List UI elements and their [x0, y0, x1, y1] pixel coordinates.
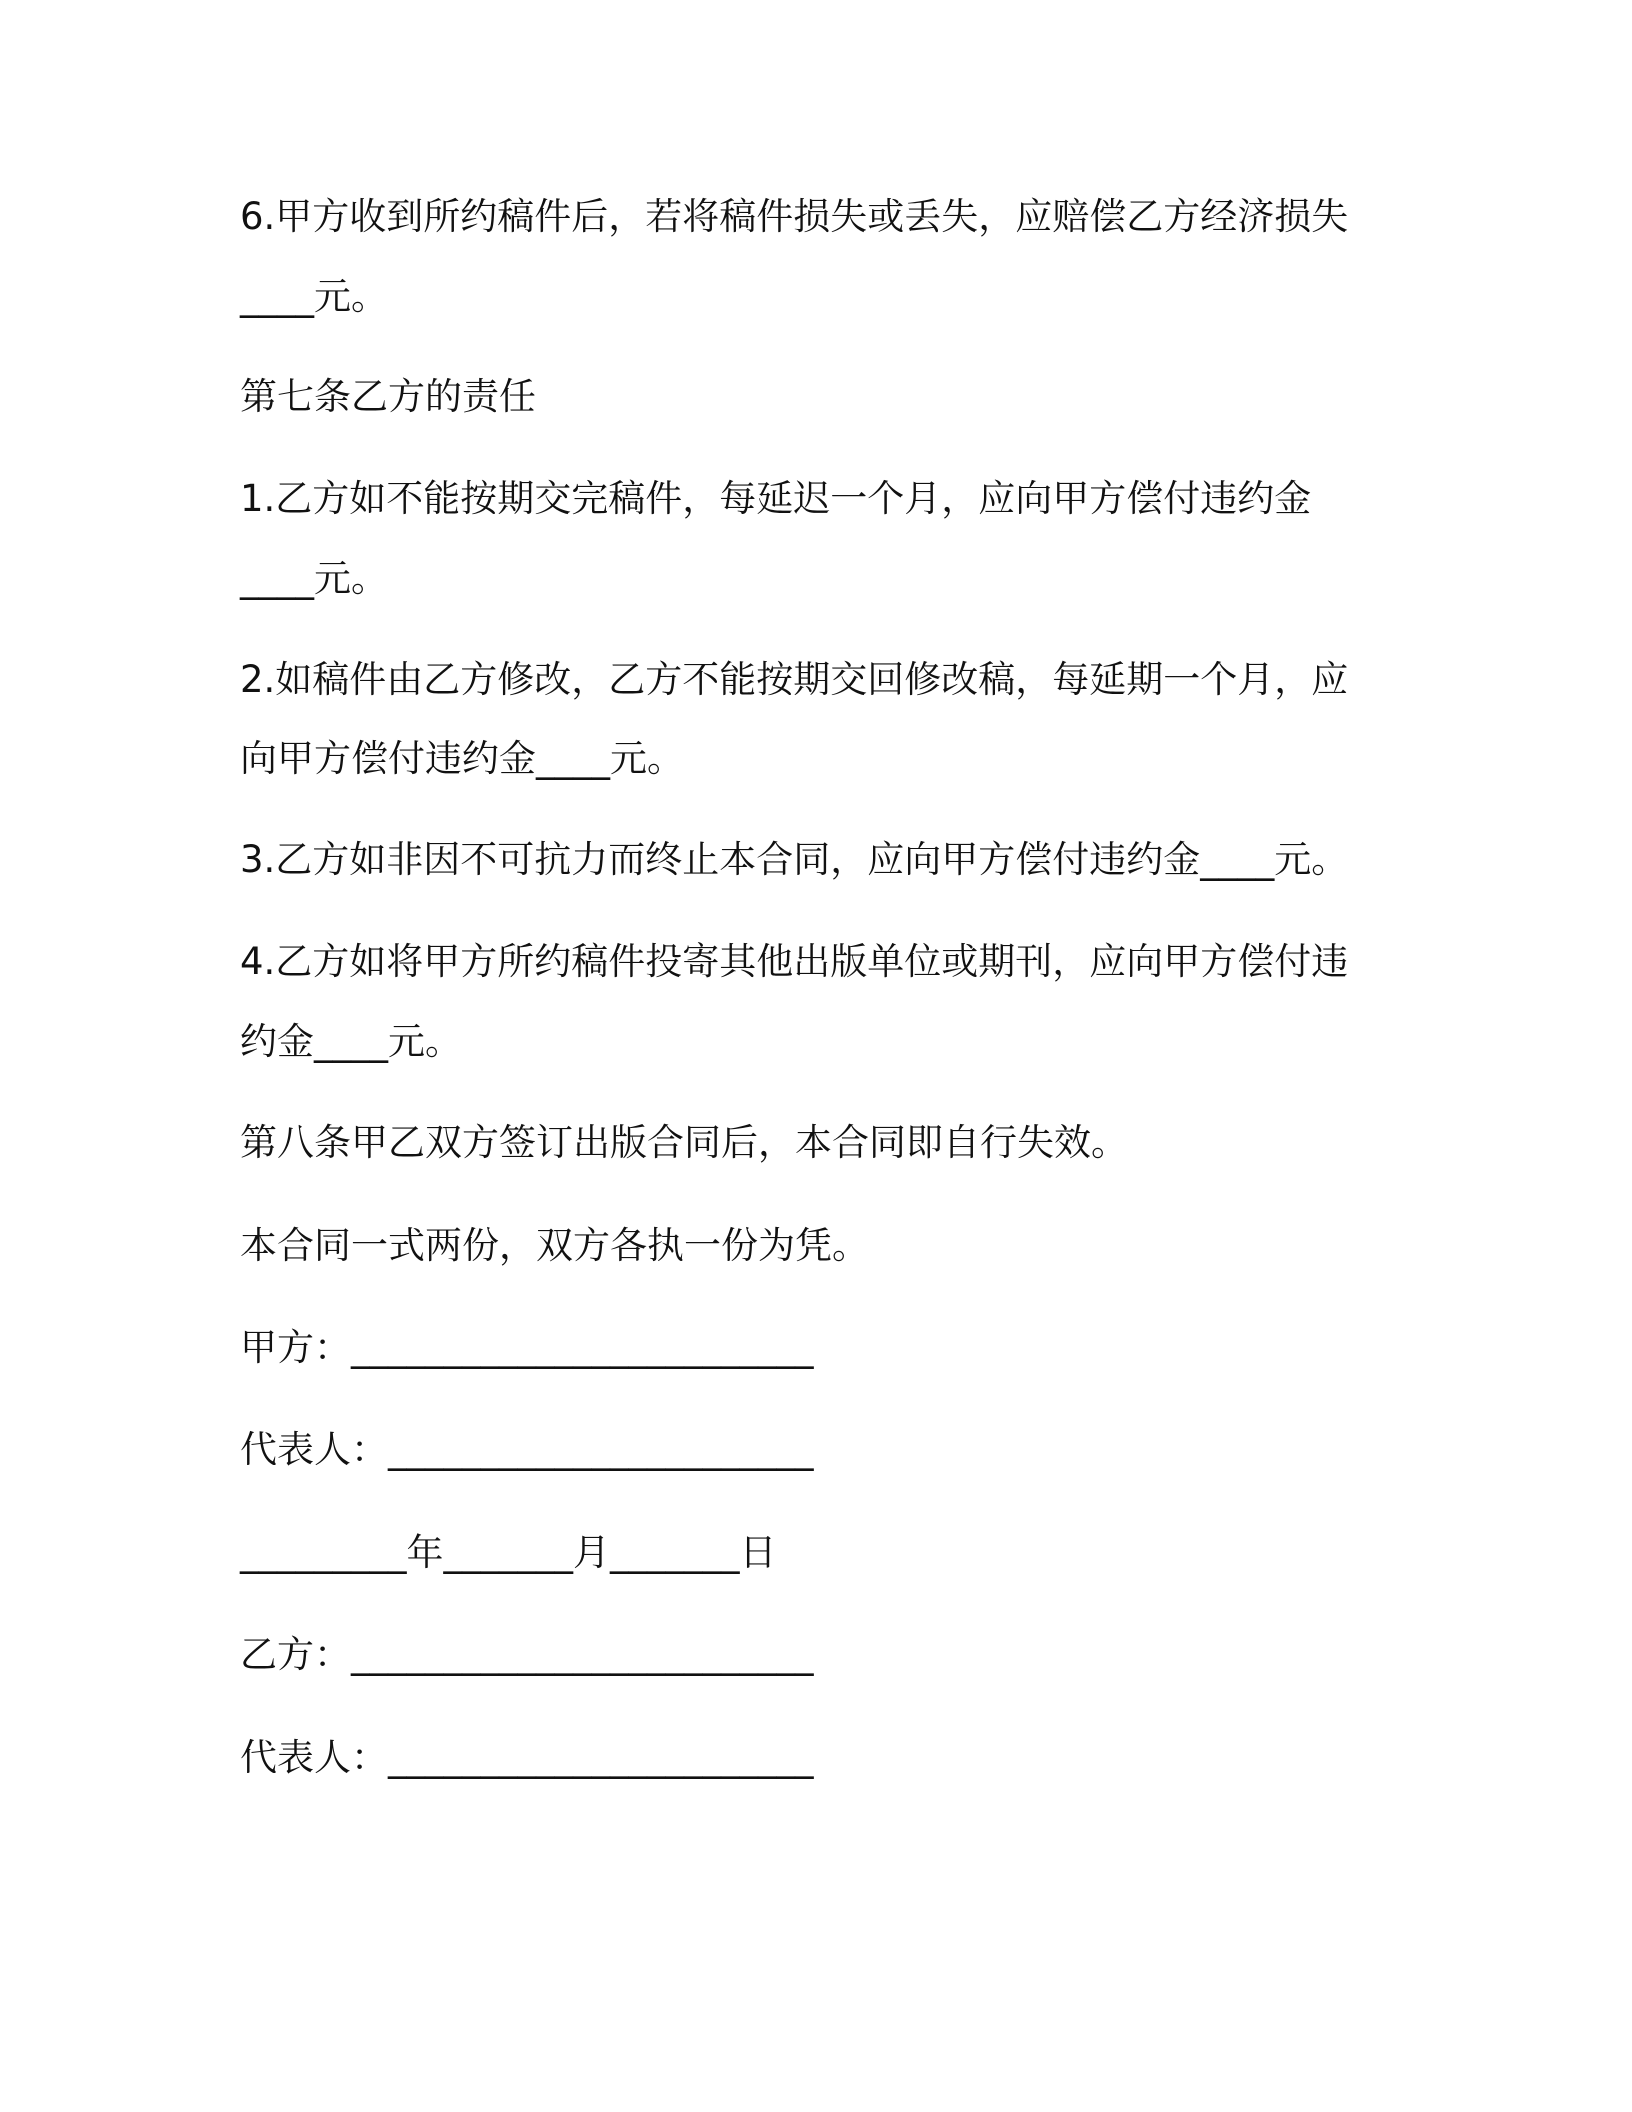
article-8-text: 第八条甲乙双方签订出版合同后，本合同即自行失效。 [240, 1121, 1128, 1164]
clause-7-4-line-1: 4.乙方如将甲方所约稿件投寄其他出版单位或期刊，应向甲方偿付违 [240, 940, 1349, 983]
clause-7-4-line-2: 约金____元。 [240, 1020, 462, 1063]
clause-7-2-line-1: 2.如稿件由乙方修改，乙方不能按期交回修改稿，每延期一个月，应 [240, 658, 1349, 701]
party-a-representative-line: 代表人：_______________________ [240, 1428, 814, 1471]
article-7-heading: 第七条乙方的责任 [240, 375, 536, 418]
clause-6-line-2: ____元。 [240, 275, 388, 318]
date-line: _________年_______月_______日 [240, 1531, 777, 1574]
clause-7-3-line: 3.乙方如非因不可抗力而终止本合同，应向甲方偿付违约金____元。 [240, 838, 1349, 881]
clause-7-1-line-1: 1.乙方如不能按期交完稿件，每延迟一个月，应向甲方偿付违约金 [240, 477, 1312, 520]
party-a-signature-line: 甲方：_________________________ [240, 1326, 814, 1369]
party-b-representative-line: 代表人：_______________________ [240, 1736, 814, 1779]
clause-7-1-line-2: ____元。 [240, 557, 388, 600]
clause-6-line-1: 6.甲方收到所约稿件后，若将稿件损失或丢失，应赔偿乙方经济损失 [240, 195, 1349, 238]
copies-statement: 本合同一式两份，双方各执一份为凭。 [240, 1224, 869, 1267]
clause-7-2-line-2: 向甲方偿付违约金____元。 [240, 737, 684, 780]
party-b-signature-line: 乙方：_________________________ [240, 1633, 814, 1676]
